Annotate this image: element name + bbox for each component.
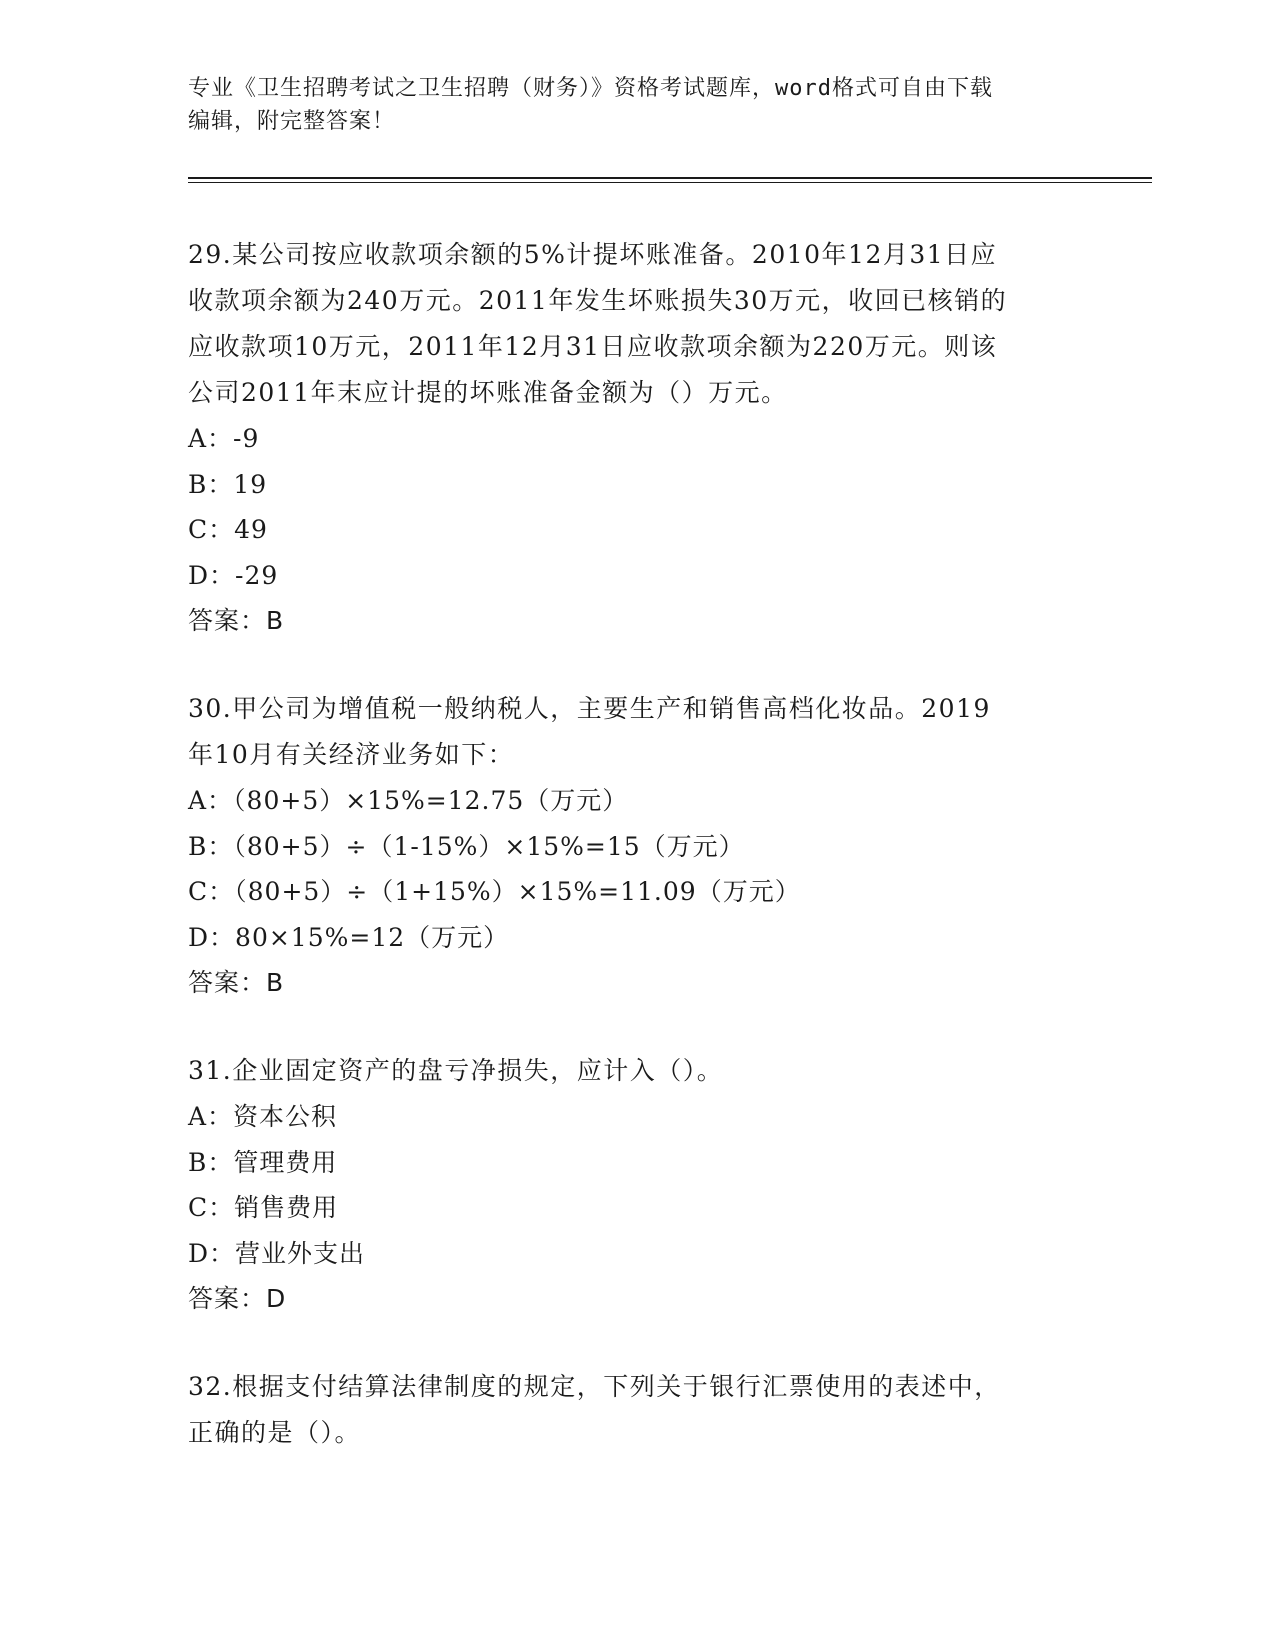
option-c: C：49 [188, 515, 268, 544]
question-31 [188, 1048, 1088, 1322]
stem-line: 29.某公司按应收款项余额的5%计提坏账准备。2010年12月31日应 [188, 240, 998, 269]
option-d: D：80×15%=12（万元） [188, 922, 510, 952]
question-list [188, 232, 1088, 1498]
option-d: D：营业外支出 [188, 1238, 366, 1268]
option-a: A：资本公积 [188, 1102, 338, 1131]
option-c: C：（80+5）÷（1+15%）×15%=11.09（万元） [188, 877, 801, 906]
stem-line: 应收款项10万元，2011年12月31日应收款项余额为220万元。则该 [188, 332, 998, 361]
stem-line: 年10月有关经济业务如下： [188, 740, 515, 769]
answer: 答案：B [188, 606, 285, 635]
option-a: A：（80+5）×15%=12.75（万元） [188, 786, 629, 815]
option-a: A：-9 [188, 424, 260, 453]
header-line-2: 编辑，附完整答案！ [188, 109, 396, 134]
answer: 答案：B [188, 968, 285, 997]
answer: 答案：D [188, 1284, 287, 1313]
question-30 [188, 686, 1088, 1006]
question-stem [188, 686, 1088, 778]
header-line-1: 专业《卫生招聘考试之卫生招聘（财务）》资格考试题库，word格式可自由下载 [188, 76, 993, 101]
question-stem [188, 1048, 1088, 1094]
question-32 [188, 1364, 1088, 1456]
option-d: D：-29 [188, 560, 279, 590]
stem-line: 32.根据支付结算法律制度的规定，下列关于银行汇票使用的表述中， [188, 1372, 1001, 1401]
question-stem [188, 232, 1088, 416]
stem-line: 31.企业固定资产的盘亏净损失，应计入（）。 [188, 1056, 724, 1085]
option-c: C：销售费用 [188, 1193, 339, 1222]
document-header [188, 72, 1088, 138]
header-divider-thin [188, 182, 1152, 183]
stem-line: 正确的是（）。 [188, 1418, 362, 1447]
stem-line: 公司2011年末应计提的坏账准备金额为（）万元。 [188, 378, 788, 407]
question-stem [188, 1364, 1088, 1456]
question-29 [188, 232, 1088, 644]
option-b: B：19 [188, 469, 268, 499]
stem-line: 30.甲公司为增值税一般纳税人，主要生产和销售高档化妆品。2019 [188, 694, 991, 723]
header-divider-thick [188, 177, 1152, 179]
option-b: B：管理费用 [188, 1147, 338, 1177]
option-b: B：（80+5）÷（1-15%）×15%=15（万元） [188, 831, 745, 861]
stem-line: 收款项余额为240万元。2011年发生坏账损失30万元，收回已核销的 [188, 286, 1008, 315]
